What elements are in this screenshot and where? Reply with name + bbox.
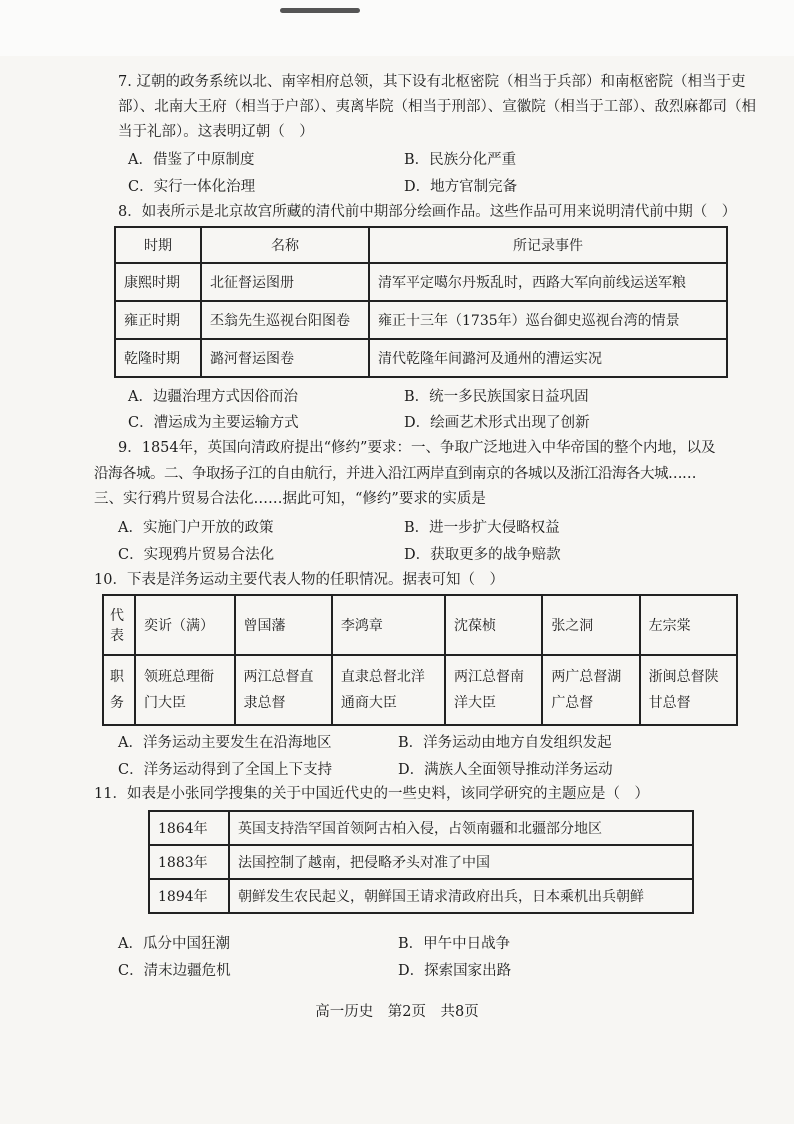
q8-option-d: D．绘画艺术形式出现了创新 bbox=[404, 415, 590, 431]
question-10-stem: 10．下表是洋务运动主要代表人物的任职情况。据表可知（ ） bbox=[94, 572, 504, 588]
table-cell: 曾国藩 bbox=[235, 595, 332, 655]
table-cell: 李鸿章 bbox=[332, 595, 445, 655]
q7-option-c: C．实行一体化治理 bbox=[128, 179, 256, 195]
table-cell: 英国支持浩罕国首领阿古柏入侵，占领南疆和北疆部分地区 bbox=[229, 811, 693, 845]
table-cell: 清军平定噶尔丹叛乱时，西路大军向前线运送军粮 bbox=[369, 263, 727, 301]
table-row bbox=[149, 879, 693, 913]
table-cell: 浙闽总督陕甘总督 bbox=[640, 655, 737, 725]
table-cell: 领班总理衙门大臣 bbox=[135, 655, 235, 725]
table-header-cell: 所记录事件 bbox=[369, 227, 727, 263]
question-8-stem: 8．如表所示是北京故宫所藏的清代前中期部分绘画作品。这些作品可用来说明清代前中期（ ） bbox=[118, 204, 737, 220]
q7-option-d: D．地方官制完备 bbox=[404, 179, 518, 195]
q11-option-b: B．甲午中日战争 bbox=[398, 936, 511, 952]
table-row bbox=[115, 339, 727, 377]
table-cell: 1894年 bbox=[149, 879, 229, 913]
page-footer: 高一历史 第2页 共8页 bbox=[315, 1004, 479, 1020]
table-cell: 朝鲜发生农民起义，朝鲜国王请求清政府出兵，日本乘机出兵朝鲜 bbox=[229, 879, 693, 913]
table-cell: 1883年 bbox=[149, 845, 229, 879]
q10-table bbox=[102, 594, 738, 726]
table-cell: 两广总督湖广总督 bbox=[542, 655, 639, 725]
question-9-line-1: 9．1854年，英国向清政府提出“修约”要求：一、争取广泛地进入中华帝国的整个内地，以及 bbox=[118, 440, 716, 456]
table-cell: 丕翁先生巡视台阳图卷 bbox=[201, 301, 369, 339]
q10-option-b: B．洋务运动由地方自发组织发起 bbox=[398, 735, 612, 751]
q8-table bbox=[114, 226, 728, 378]
q7-option-b: B．民族分化严重 bbox=[404, 152, 517, 168]
table-header-row bbox=[115, 227, 727, 263]
table-cell: 康熙时期 bbox=[115, 263, 201, 301]
table-cell: 乾隆时期 bbox=[115, 339, 201, 377]
question-8 bbox=[118, 200, 758, 225]
question-11 bbox=[94, 782, 734, 807]
scan-top-margin bbox=[0, 0, 794, 56]
q9-option-d: D．获取更多的战争赔款 bbox=[404, 547, 561, 563]
question-9-cont bbox=[94, 462, 774, 512]
q10-option-c: C．洋务运动得到了全国上下支持 bbox=[118, 762, 333, 778]
table-cell: 两江总督直隶总督 bbox=[235, 655, 332, 725]
q11-option-a: A．瓜分中国狂潮 bbox=[118, 936, 230, 952]
q9-option-c: C．实现鸦片贸易合法化 bbox=[118, 547, 275, 563]
question-7-stem: 7. 辽朝的政务系统以北、南宰相府总领，其下设有北枢密院（相当于兵部）和南枢密院（相当于吏部）、北南大王府（相当于户部）、夷离毕院（相当于刑部）、宣徽院（相当于工部）、敌烈麻都司（相当于礼部）。这表明辽朝（ ） bbox=[118, 74, 756, 140]
q7-option-a: A．借鉴了中原制度 bbox=[128, 152, 255, 168]
q10-option-d: D．满族人全面领导推动洋务运动 bbox=[398, 762, 613, 778]
table-cell: 沈葆桢 bbox=[445, 595, 542, 655]
table-cell: 左宗棠 bbox=[640, 595, 737, 655]
table-row bbox=[103, 655, 737, 725]
table-header-cell: 代表 bbox=[103, 595, 135, 655]
table-cell: 清代乾隆年间潞河及通州的漕运实况 bbox=[369, 339, 727, 377]
q11-table bbox=[148, 810, 694, 914]
q11-option-d: D．探索国家出路 bbox=[398, 963, 512, 979]
question-9-line-3: 三、实行鸦片贸易合法化……据此可知，“修约”要求的实质是 bbox=[94, 491, 486, 507]
question-9-line-2: 沿海各城。二、争取扬子江的自由航行，并进入沿江两岸直到南京的各城以及浙江沿海各大城…… bbox=[94, 466, 696, 482]
q10-option-a: A．洋务运动主要发生在沿海地区 bbox=[118, 735, 332, 751]
table-cell: 雍正时期 bbox=[115, 301, 201, 339]
table-header-cell: 职务 bbox=[103, 655, 135, 725]
table-row bbox=[149, 811, 693, 845]
table-header-cell: 时期 bbox=[115, 227, 201, 263]
q9-option-a: A．实施门户开放的政策 bbox=[118, 520, 274, 536]
table-cell: 法国控制了越南，把侵略矛头对准了中国 bbox=[229, 845, 693, 879]
q8-option-c: C．漕运成为主要运输方式 bbox=[128, 415, 299, 431]
table-header-cell: 名称 bbox=[201, 227, 369, 263]
table-row bbox=[149, 845, 693, 879]
table-row bbox=[115, 263, 727, 301]
table-cell: 两江总督南洋大臣 bbox=[445, 655, 542, 725]
table-cell: 张之洞 bbox=[542, 595, 639, 655]
table-row bbox=[103, 595, 737, 655]
table-cell: 奕䜣（满） bbox=[135, 595, 235, 655]
scan-mark bbox=[280, 8, 360, 13]
table-cell: 雍正十三年（1735年）巡台御史巡视台湾的情景 bbox=[369, 301, 727, 339]
question-9 bbox=[118, 436, 778, 461]
q8-option-a: A．边疆治理方式因俗而治 bbox=[128, 389, 298, 405]
table-cell: 直隶总督北洋通商大臣 bbox=[332, 655, 445, 725]
question-10 bbox=[94, 568, 734, 593]
table-cell: 潞河督运图卷 bbox=[201, 339, 369, 377]
q9-option-b: B．进一步扩大侵略权益 bbox=[404, 520, 560, 536]
question-11-stem: 11．如表是小张同学搜集的关于中国近代史的一些史料，该同学研究的主题应是（ ） bbox=[94, 786, 649, 802]
question-7 bbox=[118, 70, 758, 145]
table-cell: 1864年 bbox=[149, 811, 229, 845]
table-row bbox=[115, 301, 727, 339]
q8-option-b: B．统一多民族国家日益巩固 bbox=[404, 389, 589, 405]
table-cell: 北征督运图册 bbox=[201, 263, 369, 301]
q11-option-c: C．清末边疆危机 bbox=[118, 963, 231, 979]
